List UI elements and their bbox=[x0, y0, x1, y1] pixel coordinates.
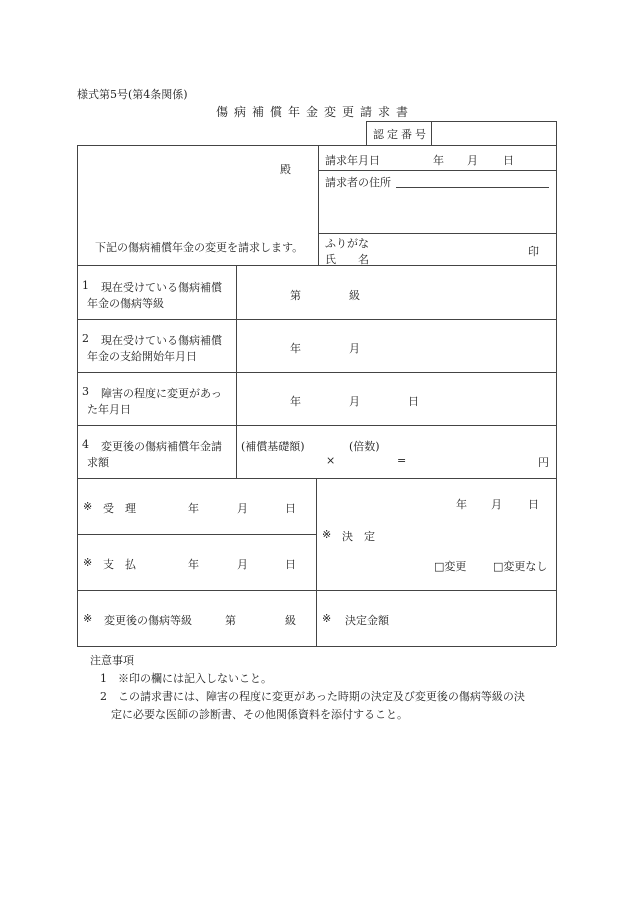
decision-month: 月 bbox=[491, 498, 502, 511]
item-2-month: 月 bbox=[349, 342, 360, 355]
new-grade-kome-mark: ※ bbox=[83, 612, 93, 625]
notes-heading: 注意事項 bbox=[90, 654, 134, 667]
new-grade-suffix: 級 bbox=[285, 614, 296, 627]
request-date-month: 月 bbox=[467, 154, 478, 167]
item-2-label-line1: 現在受けている傷病補償 bbox=[101, 334, 222, 347]
cert-number-field[interactable] bbox=[436, 124, 552, 142]
request-date-label: 請求年月日 bbox=[325, 154, 380, 167]
receipt-day: 日 bbox=[285, 502, 296, 515]
item-4-label-line1: 変更後の傷病補償年金請 bbox=[101, 440, 222, 453]
new-grade-label: 変更後の傷病等級 bbox=[104, 614, 192, 627]
item-2-number: 2 bbox=[82, 332, 89, 345]
item-1-grade-suffix: 級 bbox=[349, 289, 360, 302]
seal-mark: 印 bbox=[528, 245, 539, 258]
item-3-label-line2: た年月日 bbox=[87, 403, 131, 416]
note-1: 1 ※印の欄には記入しないこと。 bbox=[100, 672, 272, 685]
note-2-line2: 定に必要な医師の診断書、その他関係資料を添付すること。 bbox=[111, 708, 408, 721]
page-title: 傷病補償年金変更請求書 bbox=[216, 105, 415, 119]
item-4-label-line2: 求額 bbox=[87, 456, 109, 469]
form-number: 様式第5号(第4条関係) bbox=[77, 88, 188, 101]
decision-amount-label: 決定金額 bbox=[345, 614, 389, 627]
item-4-number: 4 bbox=[82, 438, 89, 451]
decision-changed-checkbox[interactable]: □変更 bbox=[434, 560, 467, 573]
payment-month: 月 bbox=[237, 558, 248, 571]
receipt-month: 月 bbox=[237, 502, 248, 515]
address-label: 請求者の住所 bbox=[325, 176, 391, 189]
decision-unchanged-checkbox[interactable]: □変更なし bbox=[493, 560, 548, 573]
item-1-label-line1: 現在受けている傷病補償 bbox=[101, 281, 222, 294]
item-3-label-line1: 障害の程度に変更があっ bbox=[101, 387, 222, 400]
new-grade-prefix: 第 bbox=[225, 614, 236, 627]
item-4-yen: 円 bbox=[538, 456, 549, 469]
decision-day: 日 bbox=[528, 498, 539, 511]
furigana-label: ふりがな bbox=[325, 237, 369, 250]
item-1-grade-prefix: 第 bbox=[290, 289, 301, 302]
cert-number-label: 認定番号 bbox=[373, 128, 429, 141]
item-4-equals-sign: = bbox=[397, 454, 407, 467]
decision-kome-mark: ※ bbox=[322, 528, 332, 541]
decision-amount-kome-mark: ※ bbox=[322, 612, 332, 625]
item-3-number: 3 bbox=[82, 385, 89, 398]
payment-label: 支 払 bbox=[103, 558, 136, 571]
item-1-number: 1 bbox=[82, 279, 89, 292]
request-date-year: 年 bbox=[433, 154, 444, 167]
address-underline[interactable] bbox=[396, 187, 549, 188]
addressee: 殿 bbox=[280, 163, 291, 176]
payment-kome-mark: ※ bbox=[83, 556, 93, 569]
item-4-times-sign: × bbox=[326, 454, 336, 467]
payment-year: 年 bbox=[188, 558, 199, 571]
item-3-day: 日 bbox=[408, 395, 419, 408]
request-statement: 下記の傷病補償年金の変更を請求します。 bbox=[95, 241, 304, 254]
item-3-month: 月 bbox=[349, 395, 360, 408]
receipt-year: 年 bbox=[188, 502, 199, 515]
note-2-line1: 2 この請求書には、障害の程度に変更があった時期の決定及び変更後の傷病等級の決 bbox=[100, 690, 525, 703]
decision-label: 決 定 bbox=[342, 530, 375, 543]
request-date-day: 日 bbox=[503, 154, 514, 167]
name-label: 氏 名 bbox=[325, 253, 369, 266]
item-1-label-line2: 年金の傷病等級 bbox=[87, 297, 164, 310]
item-3-year: 年 bbox=[290, 395, 301, 408]
item-4-multiplier-label: (倍数) bbox=[349, 440, 380, 453]
decision-year: 年 bbox=[456, 498, 467, 511]
item-2-label-line2: 年金の支給開始年月日 bbox=[87, 350, 197, 363]
receipt-label: 受 理 bbox=[103, 502, 136, 515]
receipt-kome-mark: ※ bbox=[83, 500, 93, 513]
item-2-year: 年 bbox=[290, 342, 301, 355]
payment-day: 日 bbox=[285, 558, 296, 571]
item-4-base-amount-label: (補償基礎額) bbox=[241, 440, 305, 453]
